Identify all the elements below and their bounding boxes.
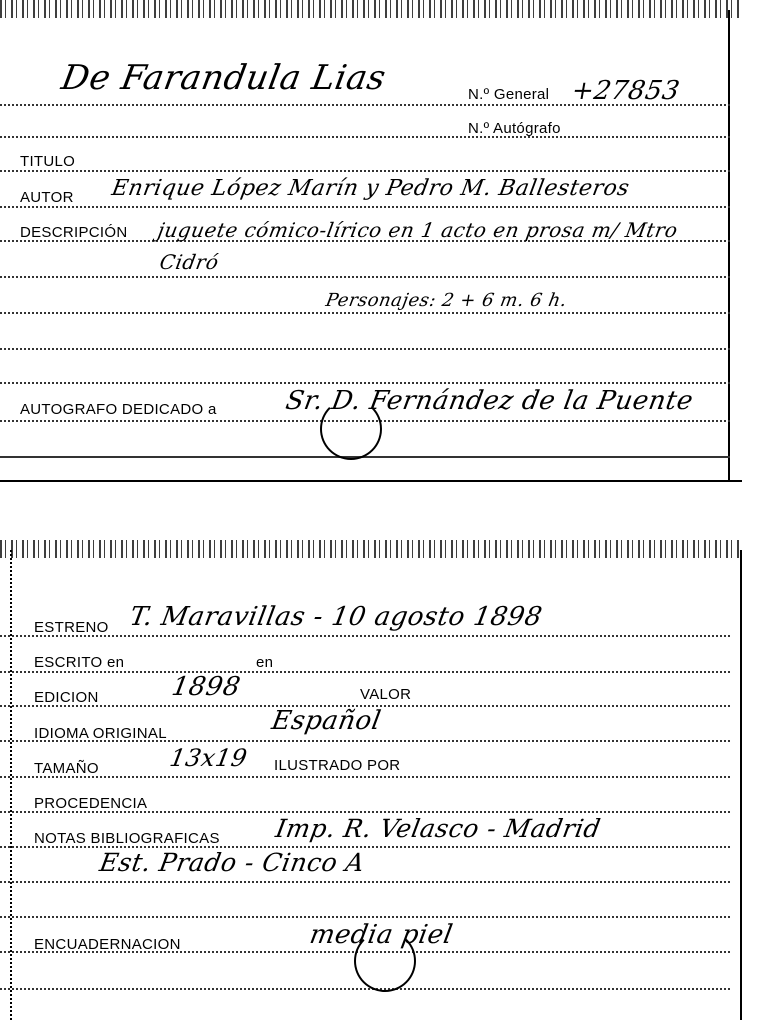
valor-label: VALOR <box>360 686 412 703</box>
rule-line <box>0 206 730 208</box>
estreno-label: ESTRENO <box>34 619 109 636</box>
estreno-value: T. Maravillas - 10 agosto 1898 <box>127 602 545 632</box>
personajes-value: Personajes: 2 + 6 m. 6 h. <box>324 290 569 311</box>
escrito-en-label: ESCRITO en <box>34 654 125 671</box>
escrito-en2-label: en <box>256 654 274 671</box>
descripcion-value-line1: juguete cómico-lírico en 1 acto en prosa m/ Mtro <box>155 218 680 242</box>
rule-line <box>0 276 730 278</box>
descripcion-value-line2: Cidró <box>157 250 221 274</box>
autor-label: AUTOR <box>20 189 74 206</box>
scan-noise-border <box>0 0 742 18</box>
punch-hole-mark <box>354 930 416 992</box>
rule-line <box>0 671 730 673</box>
notas-value-line2: Est. Prado - Cinco A <box>97 848 367 877</box>
rule-line <box>0 776 730 778</box>
rule-line <box>0 881 730 883</box>
card-right-edge <box>740 550 742 1020</box>
titulo-label: TITULO <box>20 153 76 170</box>
idioma-value: Español <box>269 706 384 736</box>
notas-label: NOTAS BIBLIOGRAFICAS <box>34 830 220 847</box>
ilustrado-label: ILUSTRADO POR <box>274 757 401 774</box>
rule-line <box>0 312 730 314</box>
card-right-edge <box>728 10 730 480</box>
rule-line <box>0 170 730 172</box>
autografo-dedicado-value: Sr. D. Fernández de la Puente <box>283 386 696 416</box>
rule-line <box>0 382 730 384</box>
rule-line <box>0 635 730 637</box>
numero-autografo-label: N.º Autógrafo <box>468 120 561 137</box>
edicion-label: EDICION <box>34 689 99 706</box>
encuadernacion-label: ENCUADERNACION <box>34 936 181 953</box>
card-left-edge <box>10 550 12 1020</box>
autografo-dedicado-label: AUTOGRAFO DEDICADO a <box>20 401 217 418</box>
autor-value: Enrique López Marín y Pedro M. Ballesteros <box>109 176 632 201</box>
procedencia-label: PROCEDENCIA <box>34 795 148 812</box>
tamano-value: 13x19 <box>167 744 250 772</box>
rule-line <box>0 136 730 138</box>
catalog-card-top <box>0 0 742 492</box>
punch-hole-mark <box>320 398 382 460</box>
card-bottom-edge <box>0 480 742 482</box>
encuadernacion-value: media piel <box>307 920 456 950</box>
rule-line <box>0 916 730 918</box>
scan-noise-border <box>0 540 742 558</box>
descripcion-label: DESCRIPCIÓN <box>20 224 128 241</box>
numero-general-label: N.º General <box>468 86 550 103</box>
rule-line <box>0 988 730 990</box>
idioma-label: IDIOMA ORIGINAL <box>34 725 167 742</box>
tamano-label: TAMAÑO <box>34 760 99 777</box>
numero-general-value: +27853 <box>569 76 683 106</box>
edicion-value: 1898 <box>169 672 243 702</box>
header-handwritten: De Farandula Lias <box>58 58 389 98</box>
notas-value-line1: Imp. R. Velasco - Madrid <box>273 814 603 843</box>
catalog-card-bottom <box>0 540 742 1028</box>
rule-line <box>0 348 730 350</box>
